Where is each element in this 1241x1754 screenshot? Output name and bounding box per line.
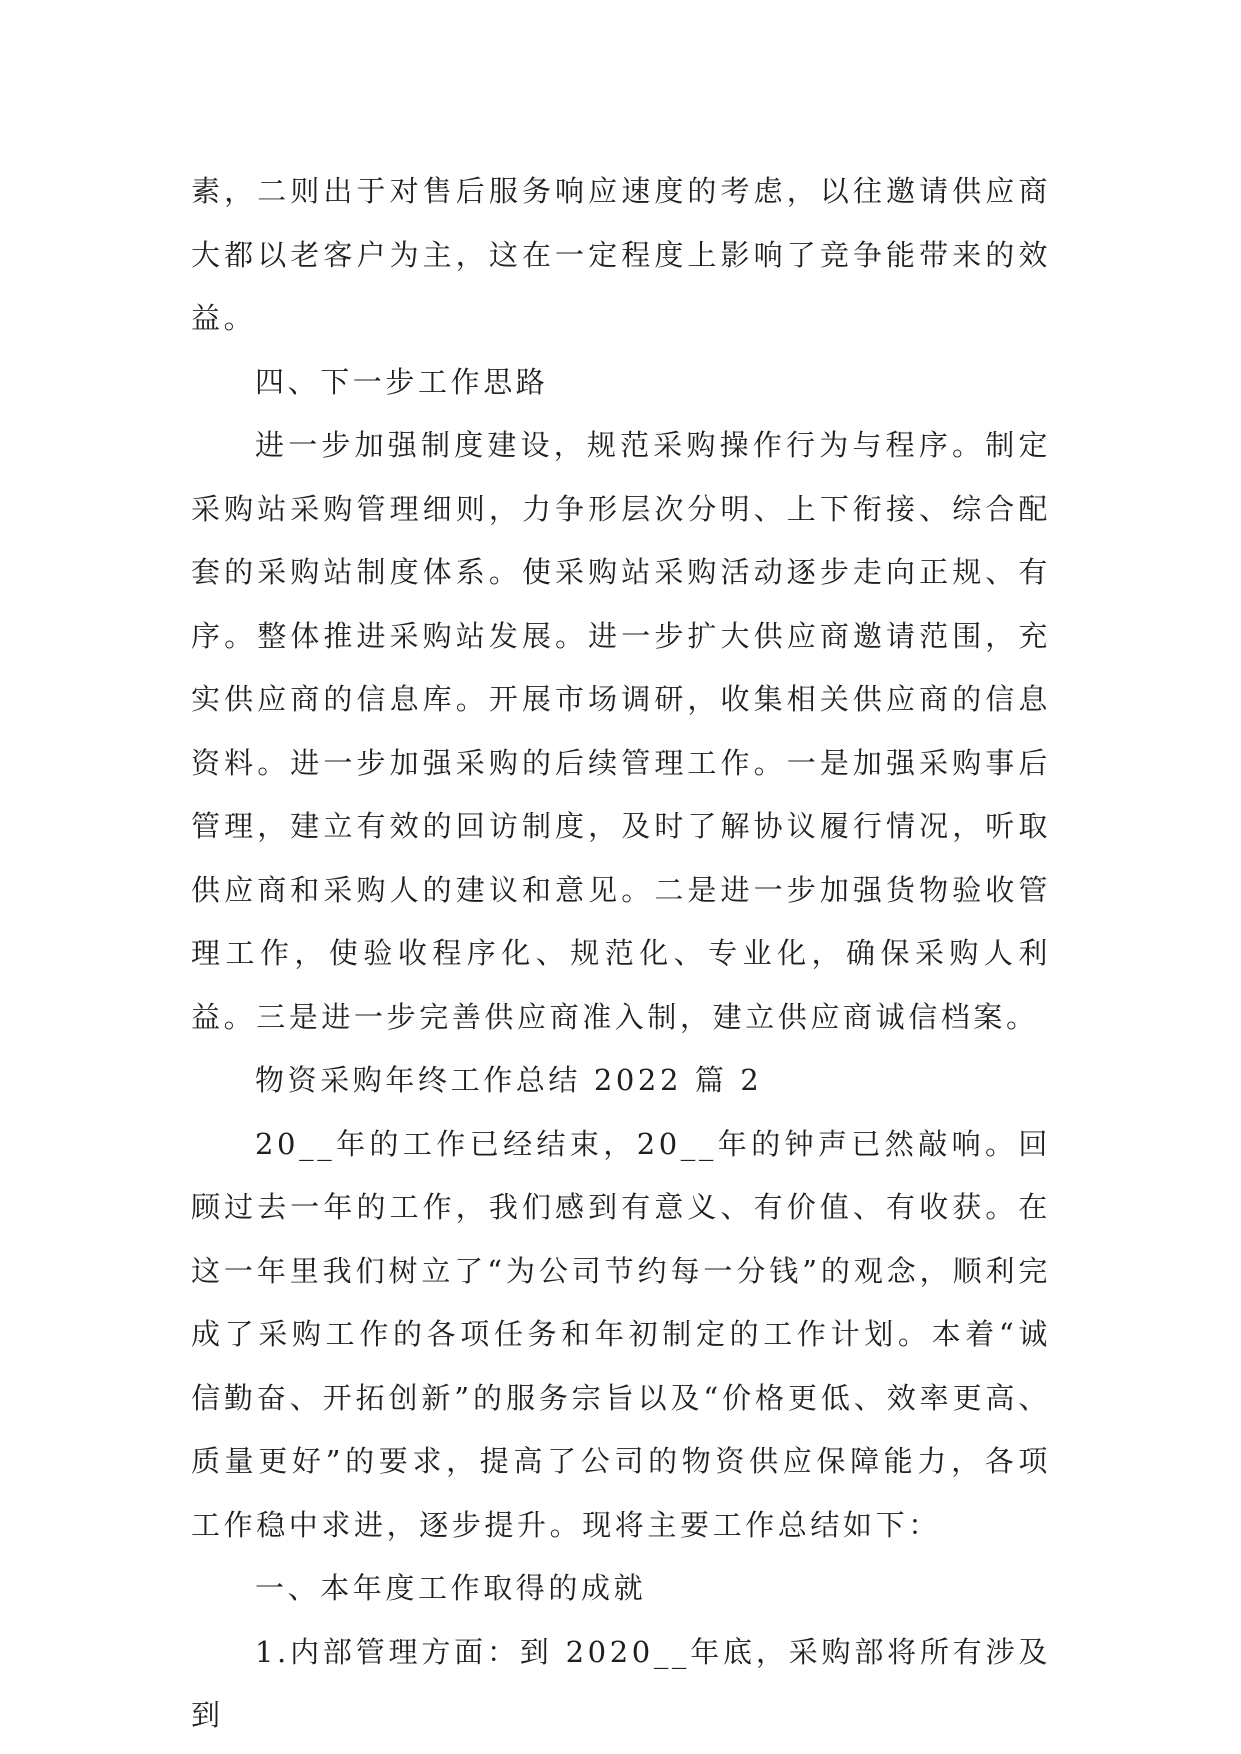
paragraph-next-steps: 进一步加强制度建设，规范采购操作行为与程序。制定采购站采购管理细则，力争形层次分明、上下衔接、综合配套的采购站制度体系。使采购站采购活动逐步走向正规、有序。整体推进采购站发展。进一步扩大供应商邀请范围，充实供应商的信息库。开展市场调研，收集相关供应商的信息资料。进一步加强采购的后续管理工作。一是加强采购事后管理，建立有效的回访制度，及时了解协议履行情况，听取供应商和采购人的建议和意见。二是进一步加强货物验收管理工作，使验收程序化、规范化、专业化，确保采购人利益。三是进一步完善供应商准入制，建立供应商诚信档案。 (191, 428, 1051, 1034)
document-page (191, 160, 1051, 1748)
section-heading-next-steps: 四、下一步工作思路 (255, 364, 549, 399)
paragraph-internal-management: 1.内部管理方面：到 2020__年底，采购部将所有涉及到 (191, 1634, 1051, 1732)
paragraph-intro: 20__年的工作已经结束，20__年的钟声已然敲响。回顾过去一年的工作，我们感到有意义、有价值、有收获。在这一年里我们树立了“为公司节约每一分钱”的观念，顺利完成了采购工作的各项任务和年初制定的工作计划。本着“诚信勤奋、开拓创新”的服务宗旨以及“价格更低、效率更高、质量更好”的要求，提高了公司的物资供应保障能力，各项工作稳中求进，逐步提升。现将主要工作总结如下： (191, 1126, 1051, 1542)
section-heading-achievements: 一、本年度工作取得的成就 (255, 1571, 647, 1605)
article-title: 物资采购年终工作总结 2022 篇 2 (255, 1063, 763, 1097)
paragraph-1: 素，二则出于对售后服务响应速度的考虑，以往邀请供应商大都以老客户为主，这在一定程度上影响了竞争能带来的效益。 (191, 174, 1051, 335)
